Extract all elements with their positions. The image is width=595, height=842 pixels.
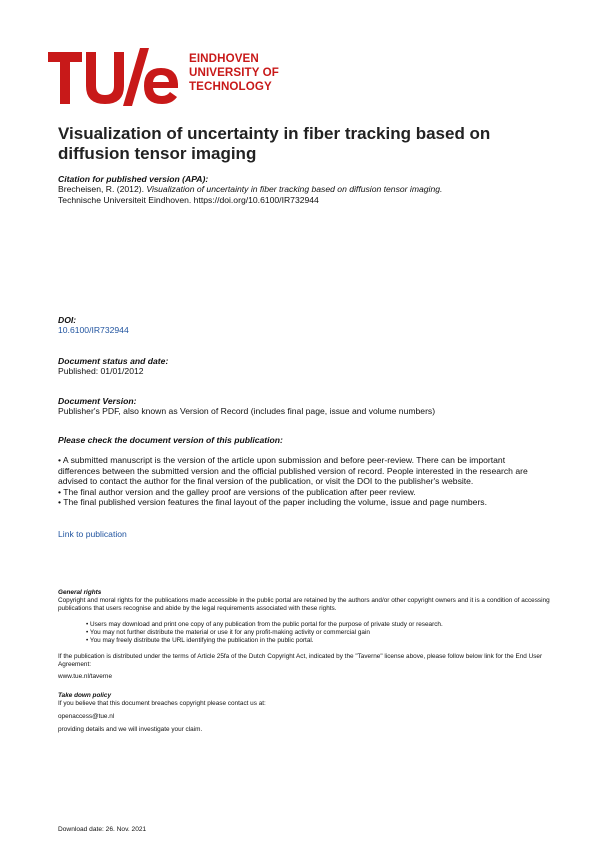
doi-link[interactable]: 10.6100/IR732944 [58, 325, 129, 335]
taverne-text: If the publication is distributed under the terms of Article 25fa of the Dutch Copyright Act, indicated by the "Taverne" license above, please follow below link for the End User Agreement: [58, 653, 543, 668]
citation-work-title: Visualization of uncertainty in fiber tracking based on diffusion tensor imaging. [146, 184, 443, 194]
citation-text [58, 184, 538, 205]
list-item: • You may freely distribute the URL identifying the publication in the public portal. [86, 636, 314, 644]
version-bullets [58, 455, 543, 508]
citation-rest: Technische Universiteit Eindhoven. https://doi.org/10.6100/IR732944 [58, 194, 319, 205]
general-rights-list [86, 621, 546, 644]
status-label: Document status and date: [58, 356, 169, 366]
general-rights-label: General rights [58, 589, 102, 596]
bullet-item: • The final published version features the final layout of the paper including the volume, issue and page numbers. [58, 497, 487, 508]
citation-label: Citation for published version (APA): [58, 174, 209, 184]
university-logo [48, 48, 308, 108]
download-date: Download date: 26. Nov. 2021 [58, 826, 147, 833]
publication-link[interactable]: Link to publication [58, 529, 127, 539]
take-down-end: providing details and we will investigate your claim. [58, 726, 203, 733]
logo-line-3: TECHNOLOGY [189, 80, 272, 94]
doi-label: DOI: [58, 315, 77, 325]
take-down-text: If you believe that this document breaches copyright please contact us at: [58, 700, 266, 707]
check-version-label: Please check the document version of this publication: [58, 435, 283, 445]
take-down-label: Take down policy [58, 692, 112, 699]
status-value: Published: 01/01/2012 [58, 366, 144, 376]
contact-email-link[interactable]: openaccess@tue.nl [58, 713, 115, 720]
list-item: • You may not further distribute the material or use it for any profit-making activity or commercial gain [86, 628, 370, 636]
version-label: Document Version: [58, 396, 137, 406]
general-rights-text: Copyright and moral rights for the publications made accessible in the public portal are retained by the authors and/or other copyright owners and it is a condition of accessing publications that users recognise and abide by the legal requirements associated with these rights. [58, 597, 550, 612]
citation-authors: Brecheisen, R. (2012). [58, 184, 147, 194]
bullet-item: • The final author version and the galley proof are versions of the publication after peer review. [58, 486, 416, 497]
taverne-link[interactable]: www.tue.nl/taverne [58, 673, 112, 680]
version-value: Publisher's PDF, also known as Version of Record (includes final page, issue and volume numbers) [58, 406, 436, 416]
logo-line-2: UNIVERSITY OF [189, 66, 279, 80]
bullet-item: • A submitted manuscript is the version of the article upon submission and before peer-review. There can be important differences between the submitted version and the official published version of record. People interested in the research are advised to contact the author for the final version of the publication, or visit the DOI to the publisher's website. [58, 455, 528, 487]
tue-logo-mark-icon [48, 48, 178, 106]
list-item: • Users may download and print one copy of any publication from the public portal for the purpose of private study or research. [86, 621, 443, 628]
logo-line-1: EINDHOVEN [189, 52, 259, 65]
logo-wordmark [189, 52, 279, 95]
document-title: Visualization of uncertainty in fiber tracking based on diffusion tensor imaging [58, 124, 491, 163]
